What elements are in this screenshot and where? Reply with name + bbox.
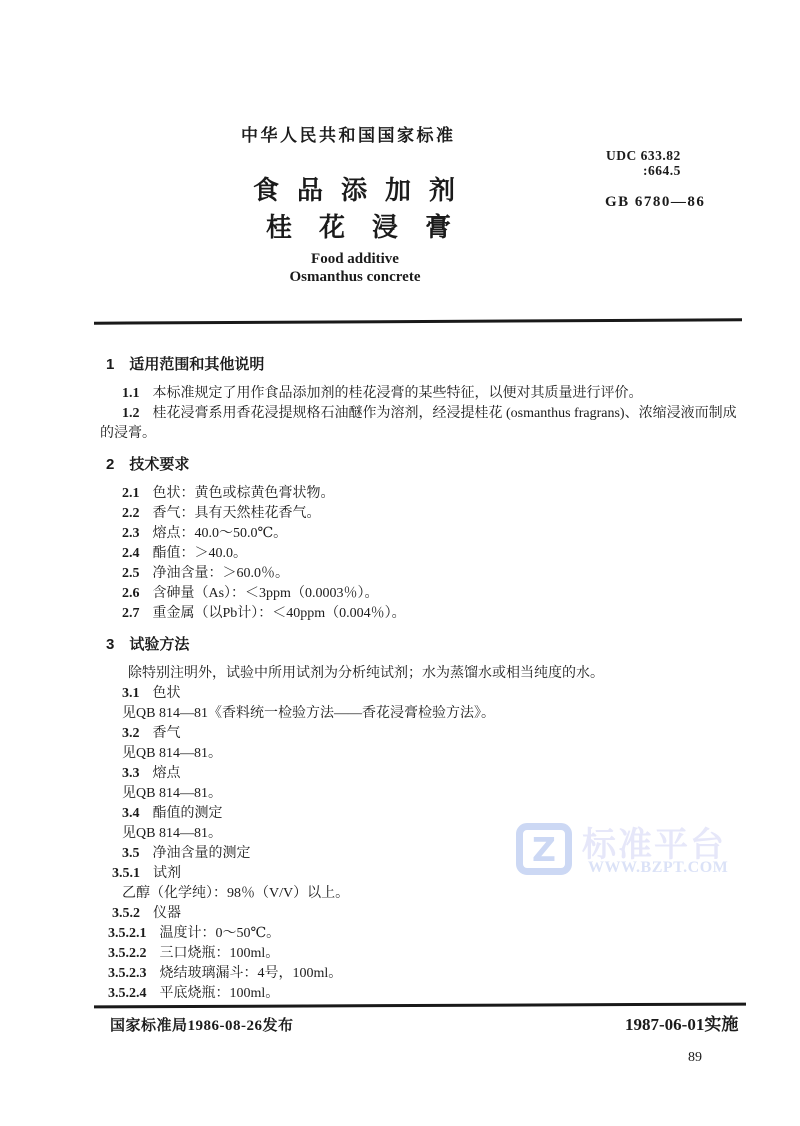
section-heading-3: 3 试验方法 xyxy=(106,636,190,653)
watermark-site-name: 标准平台 xyxy=(582,827,726,864)
body-line-3-5-2-1: 3.5.2.1 温度计：0～50℃。 xyxy=(108,926,281,941)
udc-line1: UDC 633.82 xyxy=(606,148,681,163)
body-line-3-5-1: 3.5.1 试剂 xyxy=(112,866,181,881)
body-line-2-3: 2.3 熔点：40.0～50.0℃。 xyxy=(122,526,288,541)
body-line-3-4: 3.4 酯值的测定 xyxy=(122,806,223,821)
body-line-3-5-2-3: 3.5.2.3 烧结玻璃漏斗：4号，100ml。 xyxy=(108,966,343,981)
body-line-2-1: 2.1 色状：黄色或棕黄色膏状物。 xyxy=(122,486,335,501)
document-title-cn-line2: 桂花浸膏 xyxy=(266,213,479,242)
body-line-3-2: 3.2 香气 xyxy=(122,726,181,741)
body-line-3-1-ref: 见QB 814—81《香料统一检验方法——香花浸膏检验方法》。 xyxy=(122,706,495,721)
body-line-3-5-2-4: 3.5.2.4 平底烧瓶：100ml。 xyxy=(108,986,280,1001)
title-en-line1: Food additive xyxy=(311,251,399,267)
body-line-2-7: 2.7 重金属（以Pb计）：＜40ppm（0.004％）。 xyxy=(122,606,406,621)
body-line-2-5: 2.5 净油含量：＞60.0％。 xyxy=(122,566,289,581)
body-line-3-3: 3.3 熔点 xyxy=(122,766,181,781)
body-line-3-3-ref: 见QB 814—81。 xyxy=(122,786,222,801)
body-line-2-6: 2.6 含砷量（As）：＜3ppm（0.0003％）。 xyxy=(122,586,379,601)
body-line-2-2: 2.2 香气：具有天然桂花香气。 xyxy=(122,506,321,521)
body-line-1-2: 1.2 桂花浸膏系用香花浸提规格石油醚作为溶剂，经浸提桂花 (osmanthus fragrans)、浓缩浸液而制成的浸膏。 xyxy=(100,406,737,441)
standard-code: GB 6780—86 xyxy=(605,194,706,210)
udc-line2: :664.5 xyxy=(643,163,681,178)
body-line-3-5-2-2: 3.5.2.2 三口烧瓶：100ml。 xyxy=(108,946,280,961)
document-body xyxy=(100,344,740,1004)
document-title-en xyxy=(150,250,560,286)
body-line-3-5-2: 3.5.2 仪器 xyxy=(112,906,181,921)
page-number: 89 xyxy=(688,1050,702,1065)
udc-number xyxy=(606,148,681,178)
body-line-1-1: 1.1 本标准规定了用作食品添加剂的桂花浸膏的某些特征，以便对其质量进行评价。 xyxy=(122,386,643,401)
body-line-3-4-ref: 见QB 814—81。 xyxy=(122,826,222,841)
section-heading-2: 2 技术要求 xyxy=(106,456,190,473)
title-en-line2: Osmanthus concrete xyxy=(289,269,421,285)
implementation-date: 1987-06-01实施 xyxy=(625,1015,739,1034)
body-line-3-5: 3.5 净油含量的测定 xyxy=(122,846,251,861)
body-line-3-5-1-text: 乙醇（化学纯）：98％（V/V）以上。 xyxy=(122,886,350,901)
country-standard-title: 中华人民共和国国家标准 xyxy=(241,126,456,145)
issued-by-date: 国家标准局1986-08-26发布 xyxy=(110,1018,294,1034)
document-title-cn-line1: 食品添加剂 xyxy=(253,176,474,205)
header-divider-rule xyxy=(94,318,742,324)
watermark-site-url: WWW.BZPT.COM xyxy=(588,859,729,876)
watermark-logo-icon: Z xyxy=(516,823,572,875)
body-line-3-intro: 除特别注明外，试验中所用试剂为分析纯试剂；水为蒸馏水或相当纯度的水。 xyxy=(128,666,604,681)
body-line-2-4: 2.4 酯值：＞40.0。 xyxy=(122,546,247,561)
section-heading-1: 1 适用范围和其他说明 xyxy=(106,356,265,373)
body-line-3-1: 3.1 色状 xyxy=(122,686,181,701)
body-line-3-2-ref: 见QB 814—81。 xyxy=(122,746,222,761)
